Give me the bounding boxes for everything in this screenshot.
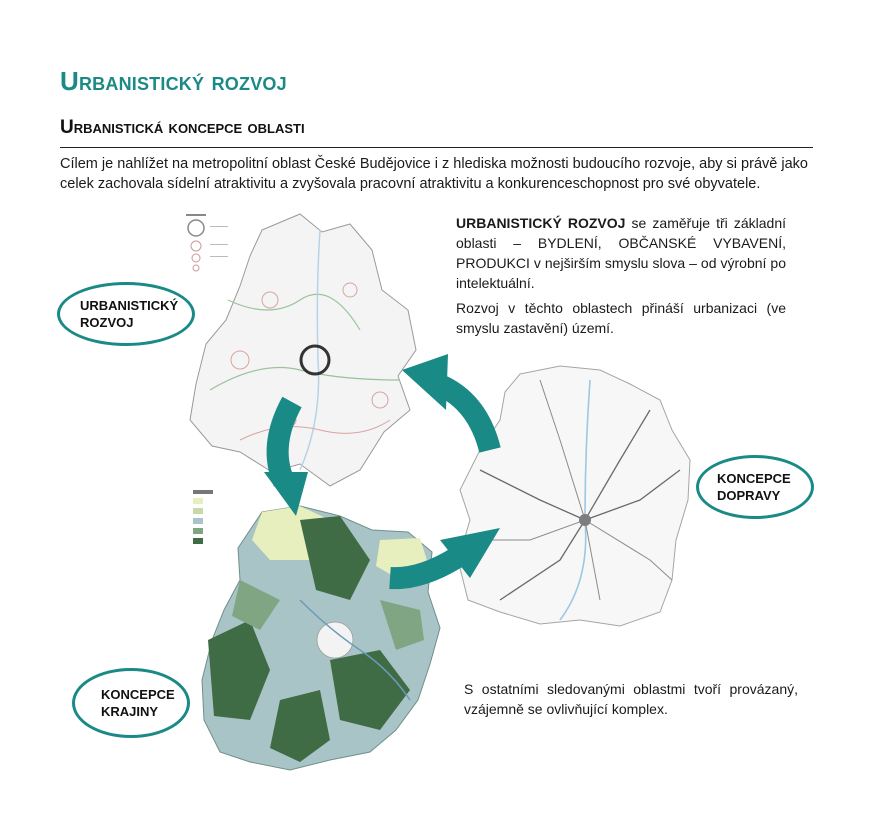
landscape-concept-bubble [72,668,190,738]
urban-development-map [186,214,416,486]
transport-map [458,366,690,626]
page-title: Urbanistický rozvoj [60,66,287,96]
landscape-map [193,490,440,770]
bubble-line: ROZVOJ [80,315,134,330]
urban-development-lead: URBANISTICKÝ ROZVOJ [456,215,626,231]
closing-paragraph: S ostatními sledovanými oblastmi tvoří provázaný, vzájemně se ovlivňující komplex. [464,681,798,717]
urban-development-body: se zaměřuje tři základní oblasti – BYDLENÍ, OBČANSKÉ VYBAVENÍ, PRODUKCI v nejširším smyslu slova – od výrobní po intelektuální. [456,215,787,291]
urban-development-description [456,213,786,293]
urban-development-bubble [57,282,195,346]
section-heading: Urbanistická koncepce oblasti [60,117,305,138]
intro-paragraph: Cílem je nahlížet na metropolitní oblast České Budějovice i z hlediska možnosti budoucího rozvoje, aby si právě jako celek zachovala sídelní atraktivitu a zvyšovala pracovní atraktivitu a konkurenceschopnost pro své obyvatele. [60,156,808,192]
bubble-line: URBANISTICKÝ [80,298,179,313]
transport-concept-bubble [696,455,814,519]
bubble-line: KONCEPCE [101,687,175,702]
map-legend [186,214,228,271]
bubble-line: DOPRAVY [717,488,781,503]
urbanization-note: Rozvoj v těchto oblastech přináší urbanizaci (ve smyslu zastavění) území. [456,300,786,336]
bubble-line: KRAJINY [101,704,159,719]
bubble-line: KONCEPCE [717,471,791,486]
